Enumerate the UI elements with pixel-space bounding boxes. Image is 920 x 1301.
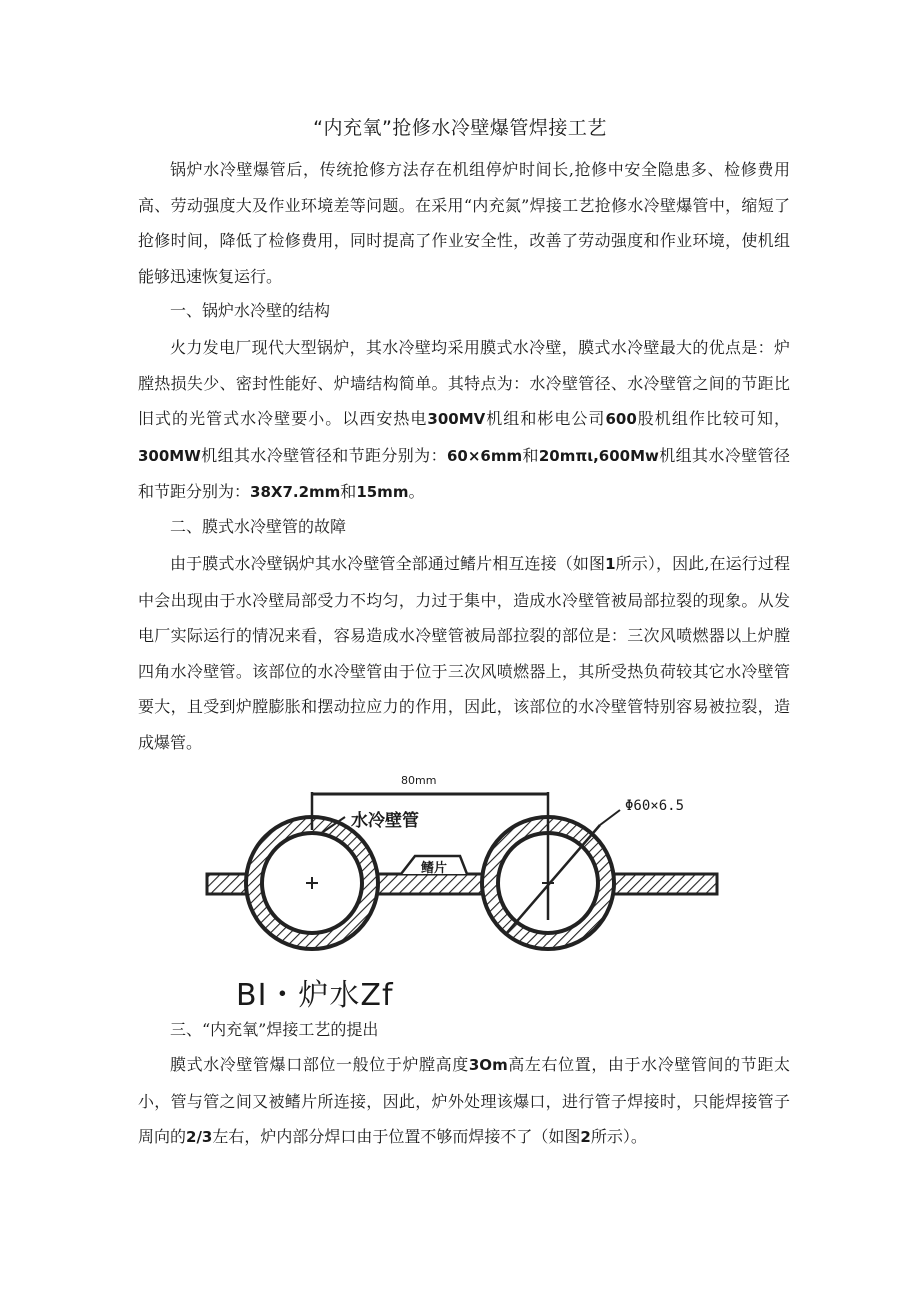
section-2-paragraph [138, 546, 790, 760]
bold-value: 600 [605, 410, 637, 428]
pitch-dimension-label: 80mm [401, 774, 437, 787]
text-run: 左右，炉内部分焊口由于位置不够而焊接不了（如图 [212, 1127, 581, 1146]
section-3-paragraph [138, 1047, 790, 1156]
text-run: 和 [340, 482, 357, 501]
text-run: 火力发电厂现代大型锅炉，其水冷壁均采用膜式水冷壁，膜式水冷壁最大的优点是：炉膛热损失少、密封性能好、炉墙结构简单。其特点为：水冷壁管径、水冷壁管之间的节距比旧式的光管式水冷壁要小。以西安热电 [138, 338, 790, 428]
bold-value: 2/3 [186, 1128, 213, 1146]
text-run: 高左右位置，由于水冷壁管间的节距太小，管与管之间又被鳍片所连接，因此，炉外处理该爆口，进行管子焊接时，只能焊接管子周向的 [138, 1055, 790, 1146]
bold-value: 60×6mm [446, 446, 523, 465]
bold-value: 38X7.2mm [250, 483, 341, 501]
bold-value: 15mm [356, 483, 409, 501]
figure-caption: BI・炉水Zf [236, 978, 394, 1013]
bold-value: 20mπι,600Mw [538, 446, 659, 465]
bold-value: 300MW [138, 446, 201, 465]
bold-value: 2 [580, 1128, 591, 1146]
text-run: 机组其水冷壁管径和节距分别为： [200, 445, 447, 465]
section-1-heading: 一、锅炉水冷壁的结构 [170, 301, 331, 320]
text-run: 股机组作比较可知， [636, 409, 790, 428]
fin-label: 鳍片 [421, 861, 448, 876]
tube-label: 水冷壁管 [351, 811, 419, 831]
text-run: 由于膜式水冷壁锅炉其水冷壁管全部通过鳍片相互连接（如图 [170, 554, 606, 573]
text-run: 机组和彬电公司 [485, 409, 606, 428]
bold-value: 3Om [468, 1056, 508, 1074]
text-run: 。 [408, 482, 425, 501]
membrane-wall-figure [205, 770, 720, 970]
text-run: 和 [522, 445, 539, 465]
section-2-heading: 二、膜式水冷壁管的故障 [170, 517, 347, 536]
document-title: “内充氧”抢修水冷壁爆管焊接工艺 [313, 117, 607, 139]
section-3-heading: 三、“内充氧”焊接工艺的提出 [170, 1020, 379, 1039]
diameter-label: Φ60×6.5 [625, 798, 685, 814]
text-run: 膜式水冷壁管爆口部位一般位于炉膛高度 [170, 1055, 469, 1074]
diameter-leader [600, 810, 620, 825]
bold-value: 300MV [427, 410, 486, 428]
intro-paragraph: 锅炉水冷壁爆管后，传统抢修方法存在机组停炉时间长,抢修中安全隐患多、检修费用高、劳动强度大及作业环境差等问题。在采用“内充氮”焊接工艺抢修水冷壁爆管中，缩短了抢修时间，降低了检修费用，同时提高了作业安全性，改善了劳动强度和作业环境，使机组能够迅速恢复运行。 [138, 160, 790, 286]
section-1-paragraph [138, 330, 790, 511]
text-run: 所示），因此,在运行过程中会出现由于水冷壁局部受力不均匀，力过于集中，造成水冷壁管被局部拉裂的现象。从发电厂实际运行的情况来看，容易造成水冷壁管被局部拉裂的部位是：三次风喷燃器以上炉膛四角水冷壁管。该部位的水冷壁管由于位于三次风喷燃器上，其所受热负荷较其它水冷壁管要大，且受到炉膛膨胀和摆动拉应力的作用，因此，该部位的水冷壁管特别容易被拉裂，造成爆管。 [138, 554, 790, 752]
text-run: 机组其水冷壁管径和节距分别为： [138, 445, 790, 501]
text-run: 所示）。 [590, 1127, 647, 1146]
bold-value: 1 [605, 555, 616, 573]
